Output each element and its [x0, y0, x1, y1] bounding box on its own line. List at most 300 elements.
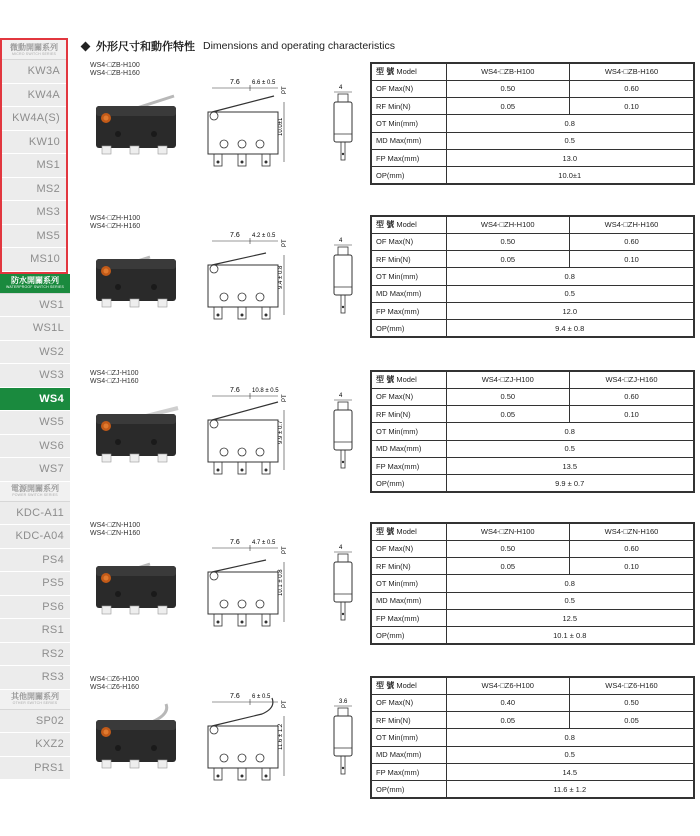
model-header-cell	[371, 63, 446, 80]
spec-row-model	[371, 63, 694, 80]
spec-row-op	[371, 167, 694, 184]
op-label: 9.4 ± 0.8	[278, 265, 284, 289]
rf-label: RF Min(N)	[371, 406, 446, 423]
model-b-cell: WS4-□Z6-H160	[569, 677, 694, 694]
dim-b-label: 6 ± 0.5	[252, 694, 271, 700]
of-value-a: 0.50	[446, 388, 569, 405]
spec-row-op	[371, 320, 694, 337]
switch-photo	[92, 390, 182, 470]
drawing-hole-1	[220, 754, 228, 762]
mounting-hole-1	[115, 131, 121, 137]
spec-row-ot	[371, 423, 694, 440]
drawing-lever	[212, 253, 266, 265]
side-plunger	[338, 554, 348, 562]
model-a-cell: WS4-□ZJ-H100	[446, 371, 569, 388]
sidebar-item-sp02[interactable]: SP02	[0, 710, 70, 734]
drawing-lever	[212, 96, 274, 112]
rf-label: RF Min(N)	[371, 98, 446, 115]
side-width-label: 3.6	[339, 699, 348, 705]
terminal-pin-2	[241, 314, 244, 317]
drawing-hole-2	[238, 448, 246, 456]
spec-row-md	[371, 592, 694, 609]
drawing-terminal-2	[238, 307, 246, 319]
model-b-cell: WS4-□ZN-H160	[570, 523, 695, 540]
spec-row-fp	[371, 457, 694, 474]
side-plunger	[338, 708, 348, 716]
side-plunger	[338, 402, 348, 410]
drawing-terminal-1	[214, 462, 222, 474]
sidebar-item-kxz2[interactable]: KXZ2	[0, 733, 70, 757]
side-body	[334, 562, 352, 602]
side-dimension-drawing	[328, 390, 358, 480]
drawing-hole-1	[220, 448, 228, 456]
terminal-pin-2	[241, 161, 244, 164]
switch-photo	[92, 696, 182, 776]
sidebar-item-ws3[interactable]: WS3	[0, 364, 70, 388]
spec-row-model	[371, 371, 694, 388]
spec-table	[370, 522, 695, 645]
terminal-pin-1	[217, 161, 220, 164]
model-name-a: WS4-□ZH-H100	[90, 215, 141, 222]
model-name-a: WS4-□ZJ-H100	[90, 370, 139, 377]
md-label: MD Max(mm)	[371, 285, 446, 302]
model-label-cn: 型 號	[376, 527, 395, 537]
fp-value: 12.0	[446, 302, 694, 319]
drawing-lever	[212, 402, 278, 420]
rf-value-a: 0.05	[446, 406, 569, 423]
spec-row-of	[371, 540, 694, 557]
md-label: MD Max(mm)	[371, 746, 446, 763]
switch-photo	[92, 235, 182, 315]
spec-row-md	[371, 285, 694, 302]
drawing-pivot	[210, 572, 218, 580]
sidebar-item-kw10[interactable]: KW10	[2, 131, 66, 155]
sidebar-group	[0, 38, 68, 274]
side-terminal	[341, 602, 345, 620]
drawing-hole-1	[220, 140, 228, 148]
model-header-cell	[371, 523, 446, 540]
rf-value-b: 0.10	[570, 98, 695, 115]
op-label: 9.9 ± 0.7	[278, 420, 284, 444]
sidebar-item-kw4a[interactable]: KW4A	[2, 84, 66, 108]
sidebar-group-heading	[2, 40, 66, 60]
side-body	[334, 102, 352, 142]
model-header-cell	[371, 216, 446, 233]
side-dimension-drawing	[328, 235, 358, 325]
model-b-cell: WS4-□ZJ-H160	[569, 371, 694, 388]
pt-label: PT	[282, 86, 288, 94]
fp-value: 13.5	[446, 457, 694, 474]
terminal-1	[102, 606, 111, 614]
terminal-pin-1	[217, 469, 220, 472]
md-value: 0.5	[446, 440, 694, 457]
model-a-cell: WS4-□ZN-H100	[446, 523, 570, 540]
group-name-cn: 電源開關系列	[11, 484, 59, 493]
spec-row-op	[371, 475, 694, 492]
dim-b-label: 4.7 ± 0.5	[252, 540, 276, 546]
side-terminal	[341, 295, 345, 313]
model-name-a: WS4-□ZN-H100	[90, 522, 141, 529]
plunger-highlight	[104, 269, 109, 274]
pt-label: PT	[282, 394, 288, 402]
plunger-highlight	[104, 576, 109, 581]
drawing-terminal-3	[262, 614, 270, 626]
sidebar-item-ms10[interactable]: MS10	[2, 248, 66, 272]
model-name-a: WS4-□Z6-H100	[90, 676, 139, 683]
spec-row-of	[371, 80, 694, 97]
sidebar-group	[0, 482, 70, 690]
spec-row-ot	[371, 115, 694, 132]
side-width-label: 4	[339, 85, 343, 91]
spec-row-model	[371, 523, 694, 540]
ot-label: OT Min(mm)	[371, 423, 446, 440]
fp-label: FP Max(mm)	[371, 149, 446, 166]
md-value: 0.5	[446, 132, 694, 149]
of-label: OF Max(N)	[371, 694, 446, 711]
sidebar-item-ps4[interactable]: PS4	[0, 549, 70, 573]
mounting-hole-2	[151, 284, 157, 290]
series-sidebar	[0, 38, 70, 780]
sidebar-item-ms5[interactable]: MS5	[2, 225, 66, 249]
spec-row-op	[371, 627, 694, 644]
drawing-terminal-3	[262, 154, 270, 166]
of-value-b: 0.60	[570, 80, 695, 97]
op-value: 10.1 ± 0.8	[446, 627, 694, 644]
group-name-cn: 其他開關系列	[11, 692, 59, 701]
dim-b-label: 10.8 ± 0.5	[252, 388, 279, 394]
spec-row-rf	[371, 251, 694, 268]
model-name-b: WS4-□ZJ-H160	[90, 378, 139, 385]
md-value: 0.5	[446, 746, 694, 763]
terminal-2	[130, 454, 139, 462]
model-name-b: WS4-□ZB-H160	[90, 70, 140, 77]
spec-row-ot	[371, 729, 694, 746]
spec-row-ot	[371, 268, 694, 285]
drawing-hole-3	[256, 293, 264, 301]
model-name-b: WS4-□ZN-H160	[90, 530, 141, 537]
sidebar-item-ms1[interactable]: MS1	[2, 154, 66, 178]
model-a-cell: WS4-□Z6-H100	[446, 677, 569, 694]
front-dimension-drawing	[202, 686, 302, 796]
side-plunger	[338, 94, 348, 102]
sidebar-item-ps6[interactable]: PS6	[0, 596, 70, 620]
spec-table	[370, 676, 695, 799]
side-body	[334, 255, 352, 295]
spec-row-rf	[371, 712, 694, 729]
drawing-pivot	[210, 112, 218, 120]
product-section-3	[90, 370, 696, 520]
terminal-pin-2	[241, 775, 244, 778]
side-dimension-drawing	[328, 82, 358, 172]
drawing-terminal-2	[238, 768, 246, 780]
drawing-hole-3	[256, 448, 264, 456]
terminal-3	[158, 146, 167, 154]
sidebar-item-prs1[interactable]: PRS1	[0, 757, 70, 781]
spec-row-model	[371, 216, 694, 233]
mounting-hole-2	[151, 131, 157, 137]
group-name-en: MICRO SWITCH SERIES	[11, 51, 57, 56]
drawing-hole-1	[220, 293, 228, 301]
of-label: OF Max(N)	[371, 540, 446, 557]
ot-value: 0.8	[446, 268, 694, 285]
drawing-hole-1	[220, 600, 228, 608]
sidebar-item-rs1[interactable]: RS1	[0, 619, 70, 643]
dim-a-label: 7.6	[230, 79, 240, 86]
fp-label: FP Max(mm)	[371, 609, 446, 626]
side-terminal-pin	[342, 153, 344, 155]
drawing-hole-2	[238, 600, 246, 608]
model-name-b: WS4-□Z6-H160	[90, 684, 139, 691]
plunger-highlight	[104, 424, 109, 429]
op-label-cell: OP(mm)	[371, 320, 446, 337]
side-body	[334, 410, 352, 450]
spec-row-fp	[371, 609, 694, 626]
spec-table	[370, 62, 695, 185]
ot-label: OT Min(mm)	[371, 115, 446, 132]
side-terminal-pin	[342, 767, 344, 769]
model-names	[90, 62, 140, 78]
sidebar-group-heading	[0, 274, 70, 294]
model-b-cell: WS4-□ZH-H160	[570, 216, 695, 233]
group-name-cn: 微動開關系列	[10, 42, 58, 52]
model-b-cell: WS4-□ZB-H160	[570, 63, 695, 80]
drawing-hole-2	[238, 754, 246, 762]
dim-b-label: 6.6 ± 0.5	[252, 80, 276, 86]
dim-a-label: 7.6	[230, 232, 240, 239]
spec-row-md	[371, 746, 694, 763]
side-dimension-drawing	[328, 696, 358, 786]
fp-label: FP Max(mm)	[371, 457, 446, 474]
terminal-3	[158, 606, 167, 614]
diamond-bullet-icon	[81, 41, 91, 51]
terminal-pin-3	[265, 775, 268, 778]
sidebar-item-kdc-a04[interactable]: KDC-A04	[0, 525, 70, 549]
terminal-pin-2	[241, 469, 244, 472]
spec-row-rf	[371, 98, 694, 115]
md-label: MD Max(mm)	[371, 440, 446, 457]
of-value-b: 0.50	[569, 694, 694, 711]
sidebar-item-ws7[interactable]: WS7	[0, 458, 70, 482]
pt-label: PT	[282, 239, 288, 247]
model-label-en: Model	[396, 527, 417, 537]
op-label-cell: OP(mm)	[371, 781, 446, 798]
terminal-1	[102, 454, 111, 462]
md-label: MD Max(mm)	[371, 132, 446, 149]
op-value: 9.4 ± 0.8	[446, 320, 694, 337]
spec-row-ot	[371, 575, 694, 592]
terminal-pin-2	[241, 621, 244, 624]
mounting-hole-1	[115, 591, 121, 597]
spec-row-of	[371, 694, 694, 711]
drawing-hole-2	[238, 140, 246, 148]
sidebar-group-heading	[0, 482, 70, 502]
drawing-terminal-1	[214, 307, 222, 319]
of-label: OF Max(N)	[371, 388, 446, 405]
drawing-terminal-3	[262, 768, 270, 780]
md-label: MD Max(mm)	[371, 592, 446, 609]
side-dimension-drawing	[328, 542, 358, 632]
side-width-label: 4	[339, 545, 343, 551]
group-name-cn: 防水開關系列	[11, 276, 59, 285]
sidebar-item-rs3[interactable]: RS3	[0, 666, 70, 690]
of-label: OF Max(N)	[371, 233, 446, 250]
terminal-pin-3	[265, 469, 268, 472]
drawing-hole-3	[256, 754, 264, 762]
side-width-label: 4	[339, 238, 343, 244]
drawing-terminal-2	[238, 462, 246, 474]
spec-row-op	[371, 781, 694, 798]
of-value-a: 0.50	[446, 233, 570, 250]
op-label-cell: OP(mm)	[371, 167, 446, 184]
op-label: 10.0±1	[278, 117, 284, 136]
sidebar-item-ws2[interactable]: WS2	[0, 341, 70, 365]
model-names	[90, 676, 139, 692]
dim-a-label: 7.6	[230, 539, 240, 546]
op-label: 10.1 ± 0.8	[278, 569, 284, 596]
side-terminal-pin	[342, 306, 344, 308]
terminal-2	[130, 299, 139, 307]
sidebar-item-ws5[interactable]: WS5	[0, 411, 70, 435]
sidebar-item-kdc-a11[interactable]: KDC-A11	[0, 502, 70, 526]
model-label-cn: 型 號	[376, 220, 395, 230]
model-label-en: Model	[396, 375, 417, 385]
plunger-highlight	[104, 116, 109, 121]
sidebar-item-ps5[interactable]: PS5	[0, 572, 70, 596]
drawing-lever	[212, 560, 266, 572]
side-terminal	[341, 756, 345, 774]
model-names	[90, 522, 140, 538]
sidebar-item-ws4[interactable]: WS4	[0, 388, 70, 412]
spec-row-fp	[371, 302, 694, 319]
of-value-b: 0.60	[570, 233, 695, 250]
rf-value-a: 0.05	[446, 712, 569, 729]
terminal-2	[130, 606, 139, 614]
op-value: 10.0±1	[446, 167, 694, 184]
model-label-en: Model	[396, 220, 417, 230]
of-label: OF Max(N)	[371, 80, 446, 97]
spec-row-fp	[371, 763, 694, 780]
terminal-pin-3	[265, 161, 268, 164]
side-body	[334, 716, 352, 756]
group-name-en: WATERPROOF SWITCH SERIES	[5, 285, 65, 289]
spec-row-rf	[371, 558, 694, 575]
sidebar-group	[0, 690, 70, 781]
product-section-5	[90, 676, 696, 826]
side-terminal-pin	[342, 613, 344, 615]
fp-label: FP Max(mm)	[371, 763, 446, 780]
plunger-highlight	[104, 730, 109, 735]
pt-label: PT	[282, 546, 288, 554]
side-plunger	[338, 247, 348, 255]
terminal-2	[130, 146, 139, 154]
model-header-cell	[371, 371, 446, 388]
fp-label: FP Max(mm)	[371, 302, 446, 319]
terminal-3	[158, 454, 167, 462]
mounting-hole-2	[151, 439, 157, 445]
model-a-cell: WS4-□ZH-H100	[446, 216, 570, 233]
model-name-b: WS4-□ZH-H160	[90, 223, 141, 230]
op-value: 11.6 ± 1.2	[446, 781, 694, 798]
group-name-en: OTHER SWITCH SERIES	[12, 701, 58, 705]
model-header-cell	[371, 677, 446, 694]
terminal-pin-1	[217, 775, 220, 778]
drawing-terminal-3	[262, 307, 270, 319]
model-names	[90, 370, 139, 386]
terminal-pin-1	[217, 314, 220, 317]
fp-value: 13.0	[446, 149, 694, 166]
drawing-hole-2	[238, 293, 246, 301]
rf-value-b: 0.05	[569, 712, 694, 729]
sidebar-item-rs2[interactable]: RS2	[0, 643, 70, 667]
ot-label: OT Min(mm)	[371, 575, 446, 592]
terminal-1	[102, 146, 111, 154]
spec-row-of	[371, 233, 694, 250]
drawing-hole-3	[256, 140, 264, 148]
sidebar-item-ws6[interactable]: WS6	[0, 435, 70, 459]
rf-value-b: 0.10	[569, 406, 694, 423]
terminal-3	[158, 299, 167, 307]
sidebar-item-kw4a-s-[interactable]: KW4A(S)	[2, 107, 66, 131]
fp-value: 12.5	[446, 609, 694, 626]
side-terminal	[341, 450, 345, 468]
spec-row-md	[371, 132, 694, 149]
terminal-1	[102, 760, 111, 768]
drawing-pivot	[210, 265, 218, 273]
drawing-terminal-1	[214, 614, 222, 626]
terminal-pin-3	[265, 314, 268, 317]
terminal-3	[158, 760, 167, 768]
mounting-hole-1	[115, 439, 121, 445]
terminal-1	[102, 299, 111, 307]
sidebar-item-ws1l[interactable]: WS1L	[0, 317, 70, 341]
sidebar-item-ms3[interactable]: MS3	[2, 201, 66, 225]
front-dimension-drawing	[202, 532, 302, 642]
op-value: 9.9 ± 0.7	[446, 475, 694, 492]
switch-photo	[92, 542, 182, 622]
page-title-en: Dimensions and operating characteristics	[203, 40, 396, 52]
sidebar-group-heading	[0, 690, 70, 710]
ot-value: 0.8	[446, 729, 694, 746]
terminal-pin-3	[265, 621, 268, 624]
page-title-cn: 外形尺寸和動作特性	[96, 41, 195, 53]
front-dimension-drawing	[202, 72, 302, 182]
ot-value: 0.8	[446, 575, 694, 592]
drawing-hole-3	[256, 600, 264, 608]
terminal-2	[130, 760, 139, 768]
dim-b-label: 4.2 ± 0.5	[252, 233, 276, 239]
group-name-en: POWER SWITCH SERIES	[12, 493, 58, 497]
rf-label: RF Min(N)	[371, 251, 446, 268]
drawing-terminal-2	[238, 614, 246, 626]
side-terminal-pin	[342, 461, 344, 463]
fp-value: 14.5	[446, 763, 694, 780]
product-section-2	[90, 215, 696, 365]
model-names	[90, 215, 140, 231]
sidebar-item-ws1[interactable]: WS1	[0, 294, 70, 318]
drawing-terminal-3	[262, 462, 270, 474]
md-value: 0.5	[446, 592, 694, 609]
spec-row-md	[371, 440, 694, 457]
model-label-cn: 型 號	[376, 375, 395, 385]
sidebar-item-ms2[interactable]: MS2	[2, 178, 66, 202]
of-value-a: 0.50	[446, 80, 570, 97]
product-section-4	[90, 522, 696, 672]
sidebar-group	[0, 274, 70, 482]
dim-a-label: 7.6	[230, 693, 240, 700]
sidebar-item-kw3a[interactable]: KW3A	[2, 60, 66, 84]
page-header	[82, 38, 395, 54]
mounting-hole-1	[115, 284, 121, 290]
